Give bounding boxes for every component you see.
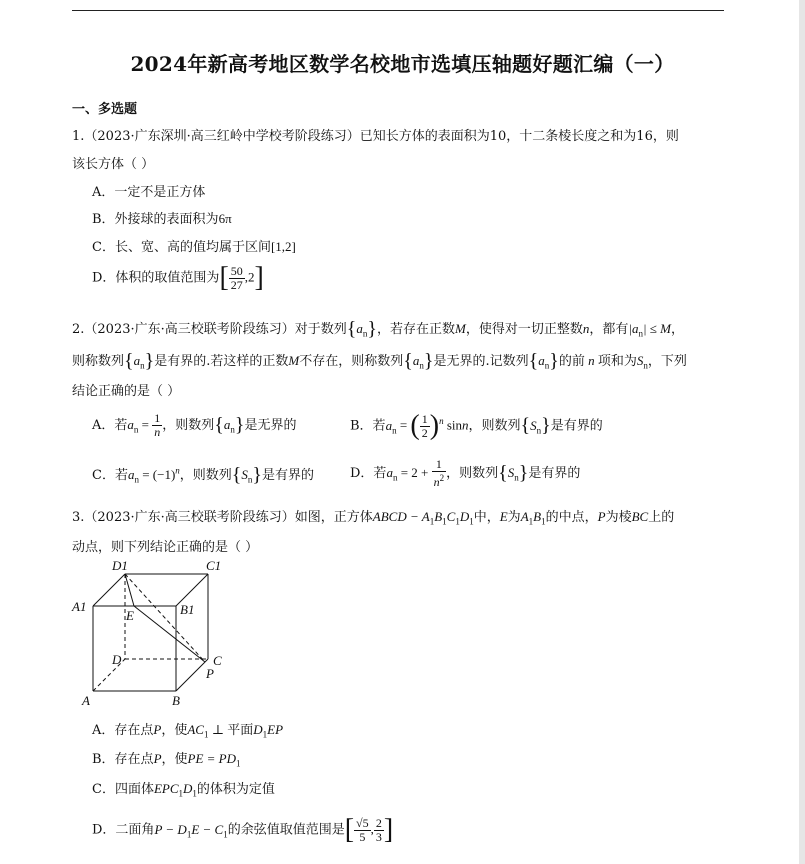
- q3-option-c: C．四面体$EPC_1D_1$的体积为定值: [92, 781, 275, 799]
- label-a: A: [82, 693, 90, 708]
- q2-stem-line2: 则称数列$\{a_n\}$是有界的.若这样的正数M不存在，则称数列$\{a_n\}$是无界的.记数列$\{a_n\}$的前 n 项和为$S_n$，下列: [72, 350, 687, 372]
- q3-stem-line1: 3.（2023·广东·高三校联考阶段练习）如图，正方体ABCD − $A_1B_1C_1D_1$中，E为$A_1B_1$的中点，P为棱BC上的: [72, 509, 675, 527]
- label-e: E: [126, 608, 134, 623]
- q3-option-b: B．存在点P，使PE = $PD_1$: [92, 751, 241, 769]
- q1-stem-line1: 1.（2023·广东深圳·高三红岭中学校考阶段练习）已知长方体的表面积为10，十二条棱长度之和为16，则: [72, 129, 679, 144]
- q1-option-c-text: C．长、宽、高的值均属于区间: [92, 240, 271, 255]
- q2-stem-line1: 2.（2023·广东·高三校联考阶段练习）对于数列$\{a_n\}$，若存在正数M，使得对一切正整数n，都有$|a_n| \le M$，: [72, 318, 685, 340]
- q2-option-c: C．若$a_n = (-1)^n$，则数列$\{S_n\}$是有界的: [92, 464, 315, 486]
- q1-option-b: [92, 208, 232, 227]
- q2-option-b: B．若$a_n$ = ( $\frac{1}{2}$ )$^n$ sinn，则数列$\{S_n\}$是有界的: [350, 410, 603, 441]
- q3-option-d: D．二面角$P - D_1E - C_1$的余弦值取值范围是[ $\frac{√5}{5}$ , $\frac{2}{3}$ ]: [92, 814, 394, 845]
- q1-option-c: [92, 236, 296, 255]
- q1-option-a: A．一定不是正方体: [92, 185, 206, 200]
- q2-stem-line3: 结论正确的是（ ）: [72, 384, 181, 399]
- q3-stem-line2: 动点，则下列结论正确的是（ ）: [72, 540, 259, 555]
- label-b: B: [172, 693, 180, 708]
- q1-option-d: D．体积的取值范围为[ $\frac{50}{27}$ ,2]: [92, 262, 264, 293]
- q2-option-d: D．若$a_n = 2$ + $\frac{1}{n^2}$ ，则数列$\{S_n\}$是有界的: [350, 457, 581, 489]
- edge-a1d1: [93, 574, 125, 606]
- q1-option-b-text: B．外接球的表面积为: [92, 212, 219, 227]
- label-c1: C1: [206, 558, 222, 573]
- q2-option-a: A．若$a_n$ = $\frac{1}{n}$ ，则数列$\{a_n\}$是无界的: [92, 411, 297, 439]
- page-edge: [799, 0, 805, 864]
- q1-option-c-value: [1,2]: [270, 239, 296, 254]
- q3-option-a: A．存在点P，使$AC_1$ ⊥ 平面$D_1EP$: [92, 722, 284, 740]
- label-d1: D1: [112, 558, 128, 573]
- label-b1: B1: [180, 602, 195, 617]
- seg-d1p-hidden: [125, 574, 205, 662]
- q1-stem-line2: 该长方体（ ）: [72, 157, 155, 172]
- label-c: C: [213, 653, 222, 668]
- edge-bc: [176, 659, 208, 691]
- cube-figure: [68, 556, 238, 708]
- section-heading: 一、多选题: [72, 102, 138, 117]
- q1-option-d-upper: ,2: [244, 269, 255, 285]
- label-a1: A1: [72, 599, 87, 614]
- document-title: 2024年新高考地区数学名校地市选填压轴题好题汇编（一）: [130, 52, 675, 76]
- header-rule: [72, 10, 724, 11]
- q1-option-b-value: 6π: [218, 211, 232, 226]
- label-p: P: [206, 666, 214, 681]
- label-d: D: [112, 652, 122, 667]
- seg-d1e: [125, 574, 134, 606]
- q1-option-d-text: D．体积的取值范围为: [92, 270, 220, 286]
- q1-option-d-fraction: $\frac{50}{27}$: [230, 263, 243, 292]
